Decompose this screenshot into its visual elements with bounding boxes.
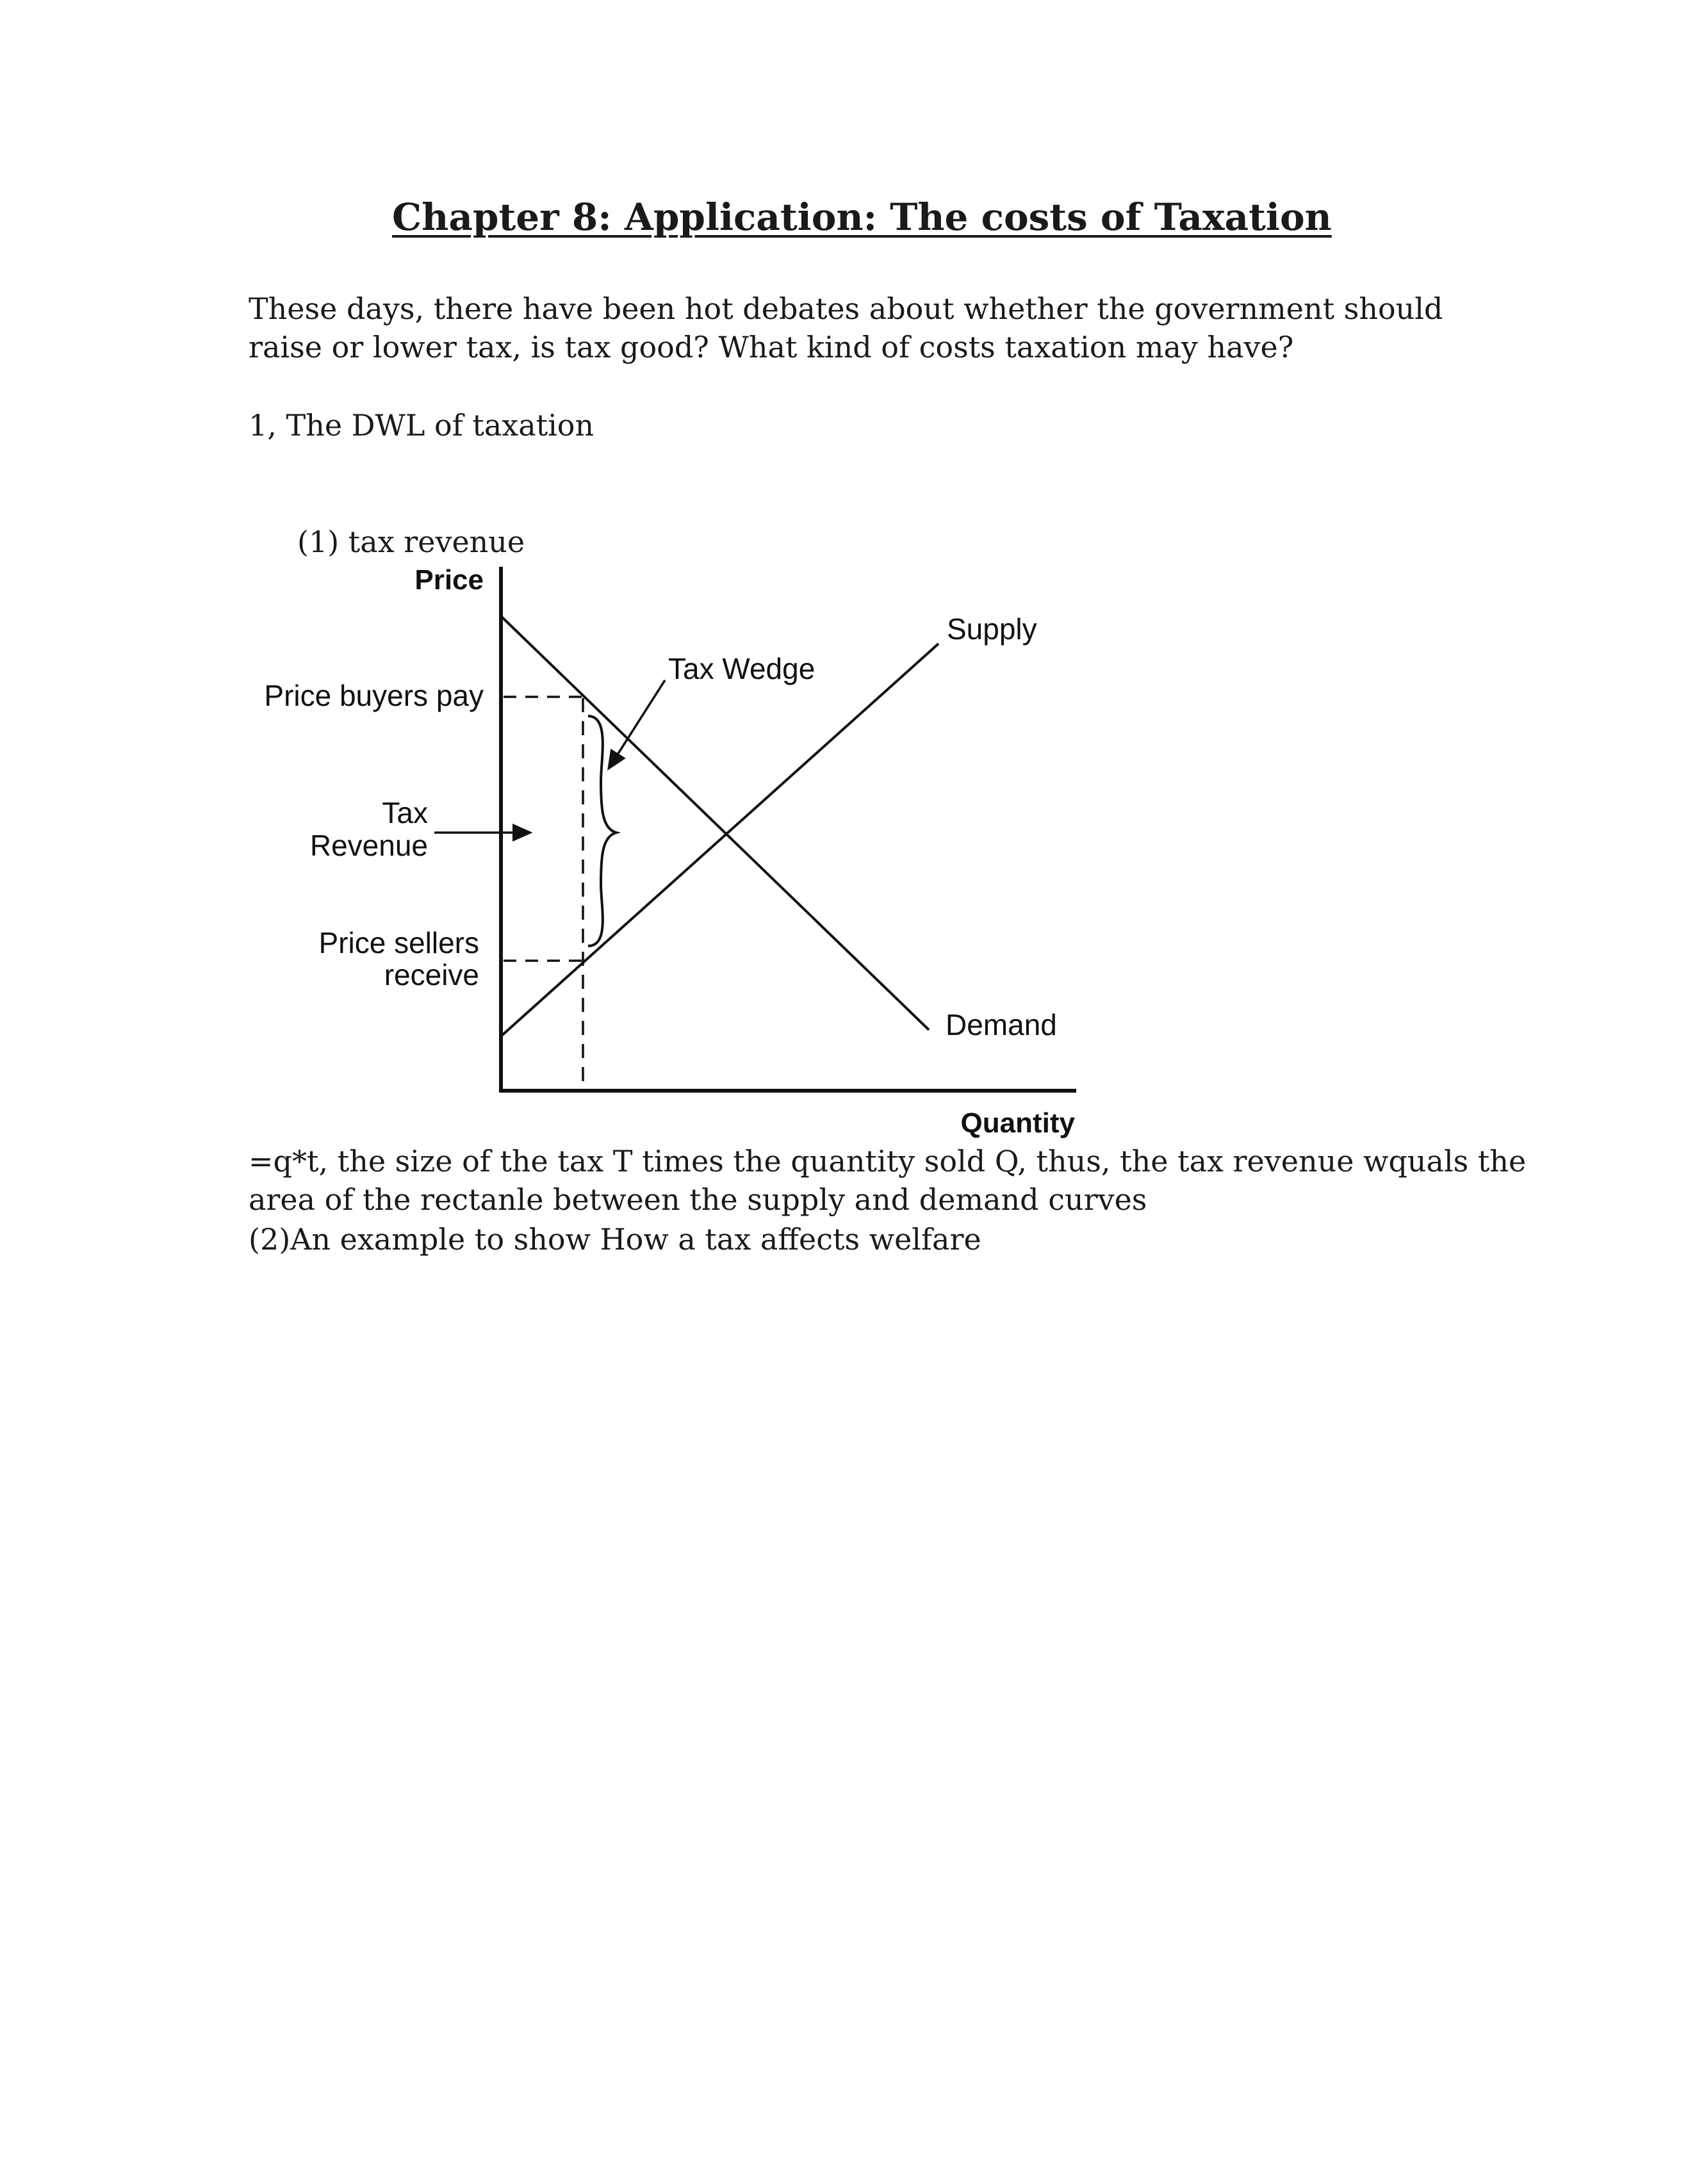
demand-label: Demand [946,1008,1057,1041]
tax-wedge-arrow [609,680,665,769]
x-axis-label: Quantity [960,1107,1075,1139]
y-axis-label: Price [414,564,484,596]
section-heading-dwl: 1, The DWL of taxation [249,408,594,443]
supply-label: Supply [947,612,1037,646]
document-title: Chapter 8: Application: The costs of Taxation [392,195,1332,239]
price-sellers-label-line: Price sellers [318,926,479,959]
subsection-tax-revenue: (1) tax revenue [297,525,525,559]
intro-paragraph-line: These days, there have been hot debates about whether the government should [249,291,1443,326]
explanation-line: area of the rectanle between the supply and demand curves [249,1182,1147,1217]
price-buyers-label: Price buyers pay [264,679,484,712]
explanation-line: =q*t, the size of the tax T times the quantity sold Q, thus, the tax revenue wquals the [249,1144,1527,1178]
tax-wedge-brace [588,716,616,946]
tax-revenue-label-line: Tax [382,796,428,829]
intro-paragraph-line: raise or lower tax, is tax good? What kind of costs taxation may have? [249,330,1294,364]
tax-revenue-label-line: Revenue [309,829,428,862]
price-sellers-label-line: receive [384,958,479,991]
tax-wedge-label: Tax Wedge [668,652,815,685]
subsection-welfare-example: (2)An example to show How a tax affects welfare [249,1222,981,1257]
